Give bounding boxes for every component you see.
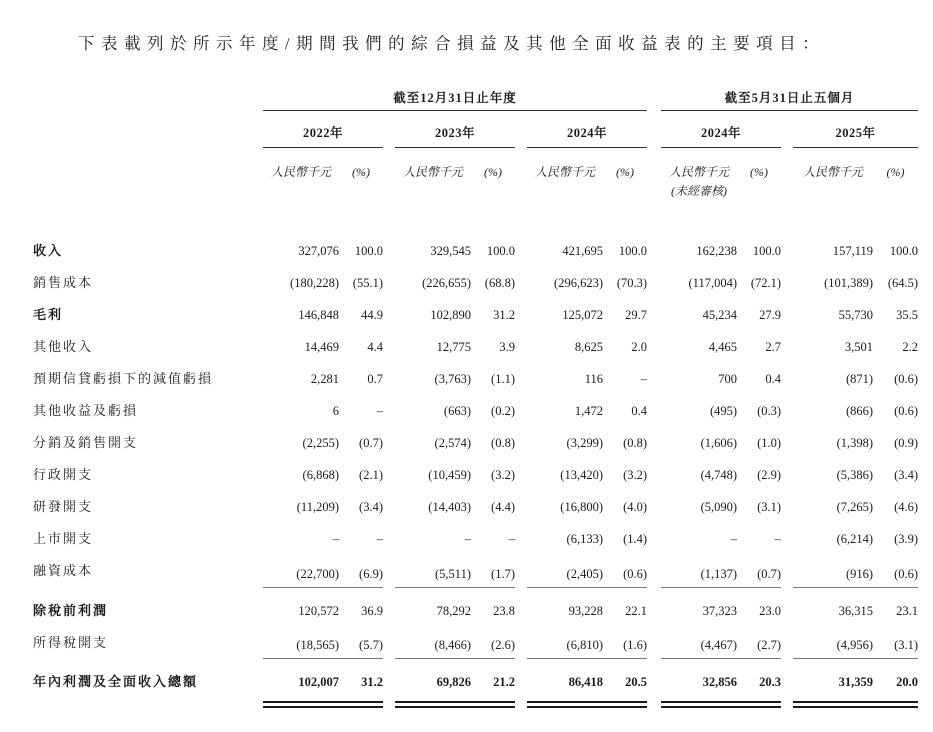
value-cell: (4,467) [661, 627, 737, 659]
column-spacer [781, 555, 793, 587]
pct-cell: (55.1) [352, 276, 383, 290]
value-cell: (14,403) [428, 500, 471, 514]
value-cell: 32,856 [702, 675, 738, 689]
column-spacer [515, 427, 527, 459]
table-row [33, 427, 918, 459]
pct-cell: 0.4 [631, 404, 648, 418]
value-cell: (226,655) [422, 276, 471, 290]
value-cell: 2,281 [310, 372, 339, 386]
value-cell: 120,572 [298, 603, 339, 618]
double-rule-cell [339, 698, 383, 708]
pct-label: (%) [352, 165, 370, 179]
value-cell: (22,700) [263, 555, 339, 587]
column-spacer [781, 111, 793, 148]
column-spacer [781, 587, 793, 627]
column-spacer [515, 587, 527, 627]
unit-label: 人民幣千元 [803, 165, 864, 179]
value-cell: (10,459) [428, 468, 471, 482]
column-spacer [383, 698, 395, 708]
value-cell: 116 [584, 372, 603, 386]
column-spacer [781, 299, 793, 331]
column-spacer [647, 491, 661, 523]
column-spacer [515, 523, 527, 555]
value-cell: 700 [718, 372, 738, 386]
column-spacer [647, 459, 661, 491]
double-rule-cell [737, 698, 781, 708]
corner-cell [33, 111, 263, 148]
column-spacer [383, 523, 395, 555]
row-label: 除稅前利潤 [33, 602, 109, 618]
pct-cell: 21.2 [493, 675, 515, 689]
pct-cell: (72.1) [750, 276, 782, 290]
column-spacer [647, 267, 661, 299]
column-spacer [383, 111, 395, 148]
double-rule-cell [527, 698, 603, 708]
pct-cell: 23.1 [896, 603, 919, 618]
value-cell: 329,545 [430, 244, 471, 258]
column-spacer [781, 395, 793, 427]
column-spacer [383, 491, 395, 523]
double-rule [263, 701, 339, 708]
column-spacer [781, 459, 793, 491]
double-rule-cell [661, 698, 737, 708]
value-cell: (6,810) [527, 627, 603, 659]
pct-cell: (3.9) [894, 532, 919, 546]
column-spacer [647, 698, 661, 708]
table-row [33, 659, 918, 699]
pct-cell: (3.4) [894, 468, 919, 482]
column-spacer [383, 555, 395, 587]
unit-label: 人民幣千元 [669, 165, 730, 179]
column-spacer [383, 363, 395, 395]
empty-cell [263, 180, 661, 199]
value-cell: 327,076 [298, 244, 339, 258]
column-spacer [515, 363, 527, 395]
row-label: 銷售成本 [33, 275, 94, 290]
pct-cell: (2.6) [471, 627, 515, 659]
value-cell: (11,209) [296, 500, 339, 514]
value-cell: 14,469 [304, 340, 339, 354]
column-spacer [781, 267, 793, 299]
pct-cell: (4.6) [894, 500, 919, 514]
pct-cell: 23.0 [759, 603, 782, 618]
row-label: 其他收入 [33, 339, 94, 354]
value-cell: (18,565) [263, 627, 339, 659]
column-spacer [781, 627, 793, 659]
unaudited-note-row [33, 180, 918, 199]
pct-cell: (6.9) [339, 555, 383, 587]
value-cell: (4,956) [793, 627, 873, 659]
value-cell: (16,800) [560, 500, 603, 514]
pct-cell: 100.0 [618, 244, 648, 258]
value-cell: 12,775 [436, 340, 471, 354]
value-cell: (6,868) [302, 468, 339, 482]
pct-cell: – [376, 404, 383, 418]
row-label: 所得稅開支 [33, 634, 109, 650]
value-cell: 69,826 [436, 675, 471, 689]
column-spacer [781, 523, 793, 555]
pct-cell: (0.8) [623, 436, 648, 450]
double-rule [395, 701, 471, 708]
double-rule [339, 701, 383, 708]
value-cell: (3,299) [566, 436, 603, 450]
pct-cell: (64.5) [887, 276, 919, 290]
double-rule [527, 701, 603, 708]
column-spacer [383, 235, 395, 267]
pct-cell: 35.5 [896, 308, 919, 322]
column-spacer [383, 459, 395, 491]
year-header-2024-5m: 2024年 [661, 111, 781, 148]
column-spacer [383, 427, 395, 459]
column-spacer [383, 587, 395, 627]
column-spacer [647, 627, 661, 659]
value-cell: (180,228) [290, 276, 339, 290]
pct-cell: (1.0) [757, 436, 782, 450]
column-spacer [647, 587, 661, 627]
column-spacer [515, 459, 527, 491]
row-label: 行政開支 [33, 467, 94, 482]
column-spacer [515, 111, 527, 148]
value-cell: (2,405) [527, 555, 603, 587]
unit-header-row [33, 148, 918, 181]
column-spacer [647, 659, 661, 699]
pct-label: (%) [616, 165, 634, 179]
value-cell: (101,389) [824, 276, 874, 290]
pct-cell: (3.2) [623, 468, 648, 482]
value-cell: – [464, 532, 471, 546]
column-spacer [647, 523, 661, 555]
column-spacer [647, 90, 661, 111]
column-spacer [383, 267, 395, 299]
value-cell: (5,090) [700, 500, 738, 514]
pct-cell: (0.6) [873, 555, 918, 587]
column-spacer [647, 555, 661, 587]
row-label: 分銷及銷售開支 [33, 435, 139, 450]
pct-cell: 100.0 [889, 244, 919, 258]
pct-cell: (2.7) [737, 627, 781, 659]
value-cell: (871) [845, 372, 874, 386]
column-spacer [781, 331, 793, 363]
year-header-2024: 2024年 [527, 111, 647, 148]
value-cell: (4,748) [700, 468, 738, 482]
pct-cell: 44.9 [361, 308, 383, 322]
column-spacer [515, 395, 527, 427]
column-spacer [383, 331, 395, 363]
pct-cell: 0.4 [765, 372, 782, 386]
value-cell: 162,238 [696, 244, 738, 258]
value-cell: (916) [793, 555, 873, 587]
pct-cell: 0.7 [367, 372, 383, 386]
column-spacer [781, 659, 793, 699]
value-cell: – [730, 532, 738, 546]
header-body-gap [33, 199, 918, 235]
pct-cell: 100.0 [752, 244, 782, 258]
pct-cell: (0.6) [603, 555, 647, 587]
value-cell: 45,234 [702, 308, 738, 322]
column-spacer [383, 395, 395, 427]
column-spacer [383, 627, 395, 659]
double-rule-cell [471, 698, 515, 708]
value-cell: 36,315 [838, 603, 874, 618]
row-label: 其他收益及虧損 [33, 403, 139, 418]
pct-cell: 31.2 [493, 308, 515, 322]
value-cell: (1,398) [836, 436, 874, 450]
column-spacer [647, 111, 661, 148]
table-row [33, 267, 918, 299]
value-cell: 157,119 [832, 244, 874, 258]
table-header [33, 90, 918, 235]
double-rule-cell [793, 698, 873, 708]
column-spacer [515, 659, 527, 699]
value-cell: 8,625 [574, 340, 603, 354]
double-rule [603, 701, 647, 708]
column-spacer [781, 148, 793, 181]
pct-cell: (3.1) [757, 500, 782, 514]
value-cell: 102,890 [430, 308, 471, 322]
row-label: 研發開支 [33, 499, 94, 514]
column-spacer [515, 698, 527, 708]
pct-cell: (0.3) [757, 404, 782, 418]
double-rule [737, 701, 781, 708]
column-spacer [647, 148, 661, 181]
column-spacer [515, 627, 527, 659]
column-spacer [647, 331, 661, 363]
value-cell: (495) [709, 404, 738, 418]
pct-cell: (0.7) [737, 555, 781, 587]
value-cell: (2,574) [434, 436, 471, 450]
pct-cell: (3.4) [359, 500, 383, 514]
value-cell: (296,623) [554, 276, 603, 290]
value-cell: (117,004) [688, 276, 738, 290]
pct-cell: 20.0 [896, 675, 919, 689]
column-spacer [383, 659, 395, 699]
pct-cell: 29.7 [625, 308, 648, 322]
row-label: 毛利 [33, 307, 64, 322]
pct-cell: 4.4 [367, 340, 383, 354]
column-spacer [647, 395, 661, 427]
pct-cell: 31.2 [361, 675, 383, 689]
double-rule-cell [873, 698, 918, 708]
row-label: 年內利潤及全面收入總額 [33, 674, 199, 689]
corner-cell [33, 148, 263, 181]
column-spacer [383, 148, 395, 181]
pct-cell: – [774, 532, 782, 546]
table-body [33, 235, 918, 708]
column-spacer [515, 235, 527, 267]
pct-cell: (1.1) [491, 372, 515, 386]
unaudited-note: (未經審核) [671, 184, 728, 198]
year-header-2022: 2022年 [263, 111, 383, 148]
pct-cell: (5.7) [339, 627, 383, 659]
income-statement-table [33, 90, 918, 708]
page-title: 下表載列於所示年度/期間我們的綜合損益及其他全面收益表的主要項目： [78, 34, 826, 53]
corner-cell [33, 180, 263, 199]
empty-cell [737, 180, 918, 199]
table-row [33, 627, 918, 659]
row-label: 上市開支 [33, 531, 94, 546]
column-spacer [781, 427, 793, 459]
value-cell: (1,137) [661, 555, 737, 587]
value-cell: (663) [443, 404, 471, 418]
year-header-row [33, 111, 918, 148]
table-row [33, 395, 918, 427]
value-cell: 421,695 [562, 244, 603, 258]
pct-cell: (0.9) [894, 436, 919, 450]
unit-label: 人民幣千元 [402, 165, 463, 179]
pct-cell: (3.2) [491, 468, 515, 482]
value-cell: (5,386) [836, 468, 874, 482]
double-rule-row [33, 698, 918, 708]
pct-label: (%) [886, 165, 905, 179]
value-cell: 6 [332, 404, 339, 418]
column-spacer [781, 491, 793, 523]
pct-cell: 27.9 [759, 308, 782, 322]
table-row [33, 363, 918, 395]
row-label-empty [33, 698, 263, 708]
value-cell: 3,501 [844, 340, 874, 354]
value-cell: 37,323 [702, 603, 738, 618]
column-spacer [647, 235, 661, 267]
corner-cell [33, 90, 263, 111]
value-cell: (2,255) [302, 436, 339, 450]
table-row [33, 523, 918, 555]
pct-cell: – [640, 372, 648, 386]
value-cell: (13,420) [560, 468, 603, 482]
unit-label: 人民幣千元 [270, 165, 331, 179]
double-rule-cell [263, 698, 339, 708]
value-cell: 146,848 [298, 308, 339, 322]
pct-cell: 2.0 [631, 340, 648, 354]
value-cell: 93,228 [568, 603, 603, 618]
pct-cell: 3.9 [499, 340, 515, 354]
pct-cell: (0.7) [359, 436, 383, 450]
value-cell: 86,418 [568, 675, 603, 689]
value-cell: 78,292 [436, 603, 471, 618]
value-cell: 31,359 [838, 675, 874, 689]
value-cell: – [332, 532, 339, 546]
pct-cell: – [508, 532, 515, 546]
pct-cell: (4.0) [623, 500, 648, 514]
double-rule [873, 701, 918, 708]
value-cell: 4,465 [708, 340, 738, 354]
value-cell: 55,730 [838, 308, 874, 322]
table-row [33, 459, 918, 491]
group-header-five-months: 截至5月31日止五個月 [661, 90, 918, 111]
column-spacer [515, 555, 527, 587]
column-spacer [647, 363, 661, 395]
pct-cell: (1.4) [623, 532, 648, 546]
pct-cell: (70.3) [616, 276, 648, 290]
row-label: 收入 [33, 243, 64, 258]
pct-cell: 36.9 [361, 603, 383, 618]
table-row [33, 491, 918, 523]
value-cell: (1,606) [700, 436, 738, 450]
column-spacer [781, 698, 793, 708]
pct-cell: (0.2) [491, 404, 515, 418]
value-cell: (6,214) [836, 532, 874, 546]
column-spacer [781, 363, 793, 395]
pct-cell: 2.7 [765, 340, 782, 354]
table-row [33, 235, 918, 267]
pct-cell: 23.8 [493, 603, 515, 618]
table-row [33, 299, 918, 331]
pct-cell: – [376, 532, 383, 546]
row-label: 融資成本 [33, 563, 94, 578]
unit-label: 人民幣千元 [534, 165, 595, 179]
pct-cell: (68.8) [484, 276, 515, 290]
row-label: 預期信貸虧損下的減值虧損 [33, 371, 214, 386]
column-spacer [515, 299, 527, 331]
value-cell: (8,466) [395, 627, 471, 659]
pct-cell: (2.9) [757, 468, 782, 482]
pct-label: (%) [484, 165, 502, 179]
value-cell: 1,472 [574, 404, 603, 418]
double-rule [471, 701, 515, 708]
value-cell: (6,133) [566, 532, 603, 546]
pct-cell: (4.4) [491, 500, 515, 514]
pct-cell: (1.7) [471, 555, 515, 587]
pct-label: (%) [750, 165, 769, 179]
column-spacer [781, 235, 793, 267]
pct-cell: (2.1) [359, 468, 383, 482]
pct-cell: (0.6) [894, 372, 919, 386]
value-cell: (866) [845, 404, 874, 418]
value-cell: (3,763) [434, 372, 471, 386]
column-spacer [515, 331, 527, 363]
value-cell: (5,511) [395, 555, 471, 587]
pct-cell: 22.1 [625, 603, 648, 618]
pct-cell: 100.0 [486, 244, 515, 258]
group-header-annual: 截至12月31日止年度 [263, 90, 647, 111]
column-spacer [647, 427, 661, 459]
table-row [33, 555, 918, 587]
column-spacer [515, 148, 527, 181]
pct-cell: 100.0 [354, 244, 383, 258]
period-group-row [33, 90, 918, 111]
double-rule [661, 701, 737, 708]
pct-cell: (0.6) [894, 404, 919, 418]
column-spacer [647, 299, 661, 331]
year-header-2023: 2023年 [395, 111, 515, 148]
value-cell: 102,007 [298, 675, 339, 689]
double-rule-cell [603, 698, 647, 708]
value-cell: 125,072 [562, 308, 603, 322]
table-row [33, 587, 918, 627]
pct-cell: 20.5 [625, 675, 648, 689]
column-spacer [515, 491, 527, 523]
value-cell: (7,265) [836, 500, 874, 514]
pct-cell: (0.8) [491, 436, 515, 450]
double-rule-cell [395, 698, 471, 708]
gap-cell [33, 199, 918, 235]
column-spacer [383, 299, 395, 331]
pct-cell: 2.2 [902, 340, 919, 354]
pct-cell: (1.6) [603, 627, 647, 659]
pct-cell: (3.1) [873, 627, 918, 659]
pct-cell: 20.3 [759, 675, 782, 689]
table-row [33, 331, 918, 363]
column-spacer [515, 267, 527, 299]
double-rule [793, 701, 873, 708]
year-header-2025-5m: 2025年 [793, 111, 918, 148]
